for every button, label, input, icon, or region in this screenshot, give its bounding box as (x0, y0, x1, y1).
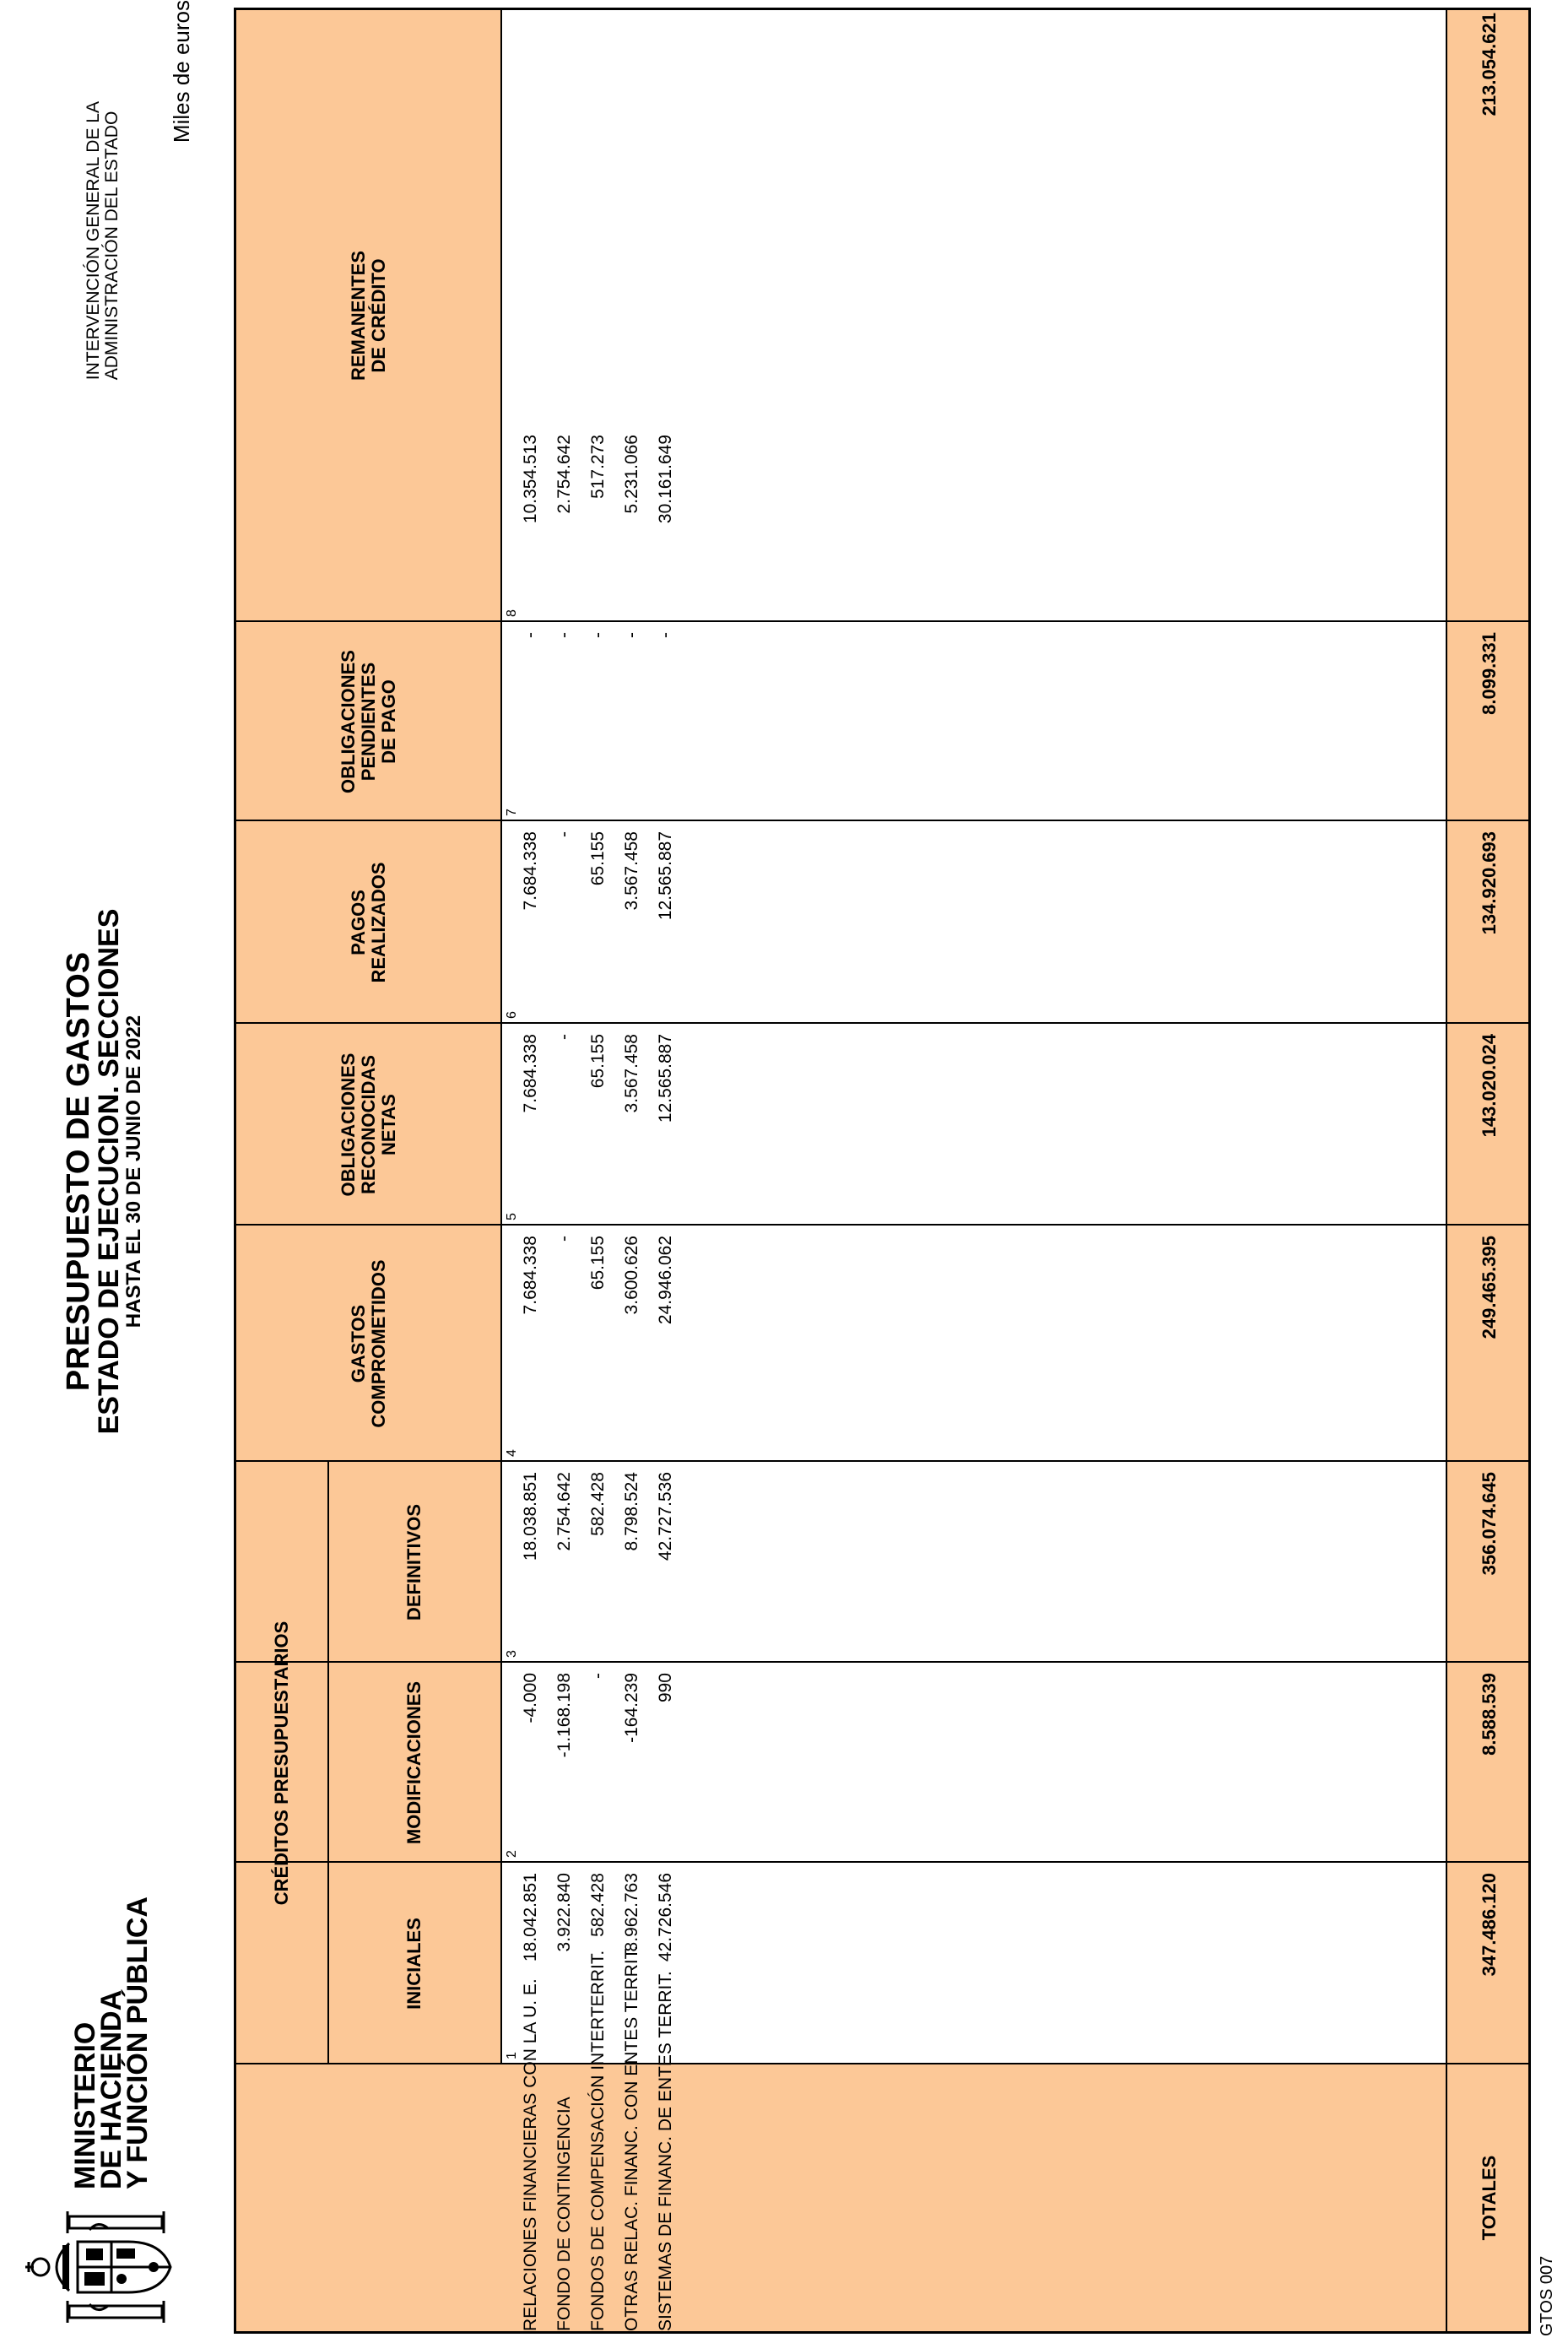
remanentes-header-line: REMANENTES (347, 251, 369, 381)
cell-remanentes: 2.754.642 (554, 435, 574, 514)
organization-name (84, 101, 122, 380)
column-index: 4 (505, 1449, 519, 1457)
cell-remanentes: 30.161.649 (656, 435, 675, 524)
total-gastos: 249.465.395 (1479, 1236, 1500, 1339)
gastos-header-line: COMPROMETIDOS (367, 1259, 389, 1428)
pagos-header (236, 821, 500, 1024)
cell-iniciales: 3.922.840 (554, 1873, 574, 1952)
organization-line: ADMINISTRACIÓN DEL ESTADO (102, 111, 122, 381)
gastos-header-line: GASTOS (347, 1304, 369, 1383)
report-date: HASTA EL 30 DE JUNIO DE 2022 (122, 1015, 145, 1328)
total-definitivos: 356.074.645 (1479, 1472, 1500, 1576)
modificaciones-header: MODIFICACIONES (403, 1680, 424, 1845)
total-pendientes: 8.099.331 (1479, 632, 1500, 715)
row-label: SISTEMAS DE FINANC. DE ENTES TERRIT. (656, 1971, 675, 2331)
cell-iniciales: 42.726.546 (656, 1873, 675, 1962)
cell-pendientes: - (521, 632, 540, 638)
obligaciones-header-line: OBLIGACIONES (337, 1052, 359, 1197)
row-label: FONDOS DE COMPENSACIÓN INTERTERRIT. (588, 1950, 608, 2331)
cell-pendientes: - (588, 632, 608, 638)
obligaciones-header (236, 1024, 500, 1226)
cell-gastos: - (554, 1236, 574, 1242)
cell-pagos: 65.155 (588, 831, 608, 886)
cell-pendientes: - (554, 632, 574, 638)
cell-modificaciones: -4.000 (521, 1673, 540, 1723)
pendientes-header-line: PENDIENTES (357, 662, 379, 782)
total-remanentes: 213.054.621 (1479, 13, 1500, 116)
obligaciones-header-line: NETAS (377, 1094, 399, 1155)
total-obligaciones: 143.020.024 (1479, 1034, 1500, 1138)
cell-modificaciones: -164.239 (622, 1673, 641, 1743)
cell-modificaciones: -1.168.198 (554, 1673, 574, 1758)
cell-remanentes: 5.231.066 (622, 435, 641, 514)
pendientes-header-line: OBLIGACIONES (337, 650, 359, 793)
cell-pagos: 7.684.338 (521, 831, 540, 911)
total-modificaciones: 8.588.539 (1479, 1673, 1500, 1756)
cell-pagos: 3.567.458 (622, 831, 641, 911)
cell-gastos: 7.684.338 (521, 1236, 540, 1315)
cell-iniciales: 582.428 (588, 1873, 608, 1937)
pagos-header-line: REALIZADOS (367, 862, 389, 983)
column-index: 7 (505, 809, 519, 816)
cell-obligaciones: 7.684.338 (521, 1034, 540, 1113)
cell-definitivos: 18.038.851 (521, 1472, 540, 1561)
header-bottom-line (500, 9, 502, 2064)
cell-modificaciones: - (588, 1673, 608, 1679)
column-index: 5 (505, 1213, 519, 1220)
cell-gastos: 3.600.626 (622, 1236, 641, 1315)
totals-label: TOTALES (1479, 2155, 1500, 2241)
ministry-line: Y FUNCIÓN PÚBLICA (122, 1897, 154, 2189)
obligaciones-header-line: RECONOCIDAS (357, 1055, 379, 1195)
pagos-header-line: PAGOS (347, 890, 369, 955)
cell-definitivos: 582.428 (588, 1472, 608, 1536)
cell-modificaciones: 990 (656, 1673, 675, 1703)
column-index: 3 (505, 1650, 519, 1658)
cell-definitivos: 2.754.642 (554, 1472, 574, 1551)
pendientes-header-line: DE PAGO (377, 679, 399, 764)
creditos-group-header: CRÉDITOS PRESUPUESTARIOS (271, 1621, 292, 1906)
cell-gastos: 65.155 (588, 1236, 608, 1291)
cell-remanentes: 10.354.513 (521, 435, 540, 524)
column-index: 6 (505, 1011, 519, 1019)
cell-pendientes: - (656, 632, 675, 638)
cell-remanentes: 517.273 (588, 435, 608, 499)
column-index: 2 (505, 1850, 519, 1858)
total-iniciales: 347.486.120 (1479, 1873, 1500, 1977)
cell-iniciales: 18.042.851 (521, 1873, 540, 1962)
cell-pagos: 12.565.887 (656, 831, 675, 921)
gastos-header (236, 1226, 500, 1462)
iniciales-header: INICIALES (403, 1918, 424, 2010)
organization-line: INTERVENCIÓN GENERAL DE LA (84, 101, 103, 381)
row-label: FONDO DE CONTINGENCIA (554, 2097, 574, 2331)
pendientes-header (236, 622, 500, 821)
remanentes-header-line: DE CRÉDITO (367, 258, 389, 373)
budget-table (234, 8, 1531, 2334)
column-index: 1 (505, 2052, 519, 2059)
row-label: RELACIONES FINANCIERAS CON LA U. E. (521, 1978, 540, 2331)
remanentes-header (236, 9, 500, 622)
cell-iniciales: 8.962.763 (622, 1873, 641, 1952)
report-title: PRESUPUESTO DE GASTOS (61, 951, 96, 1392)
cell-definitivos: 8.798.524 (622, 1472, 641, 1551)
cell-pagos: - (554, 831, 574, 837)
ministry-line: DE HACIENDA (95, 1989, 127, 2189)
cell-pendientes: - (622, 632, 641, 638)
column-index: 8 (505, 609, 519, 617)
cell-obligaciones: 65.155 (588, 1034, 608, 1089)
cell-obligaciones: 12.565.887 (656, 1034, 675, 1123)
totals-top-line (1446, 10, 1447, 2331)
ministry-line: MINISTERIO (69, 2021, 101, 2189)
definitivos-header: DEFINITIVOS (403, 1503, 424, 1621)
report-subtitle: ESTADO DE EJECUCION. SECCIONES (93, 908, 125, 1435)
cell-definitivos: 42.727.536 (656, 1472, 675, 1561)
form-code: GTOS 007 (1538, 2255, 1556, 2336)
units-label: Miles de euros (169, 0, 194, 143)
cell-obligaciones: - (554, 1034, 574, 1040)
cell-obligaciones: 3.567.458 (622, 1034, 641, 1113)
total-pagos: 134.920.693 (1479, 831, 1500, 935)
row-label: OTRAS RELAC. FINANC. CON ENTES TERRIT. (622, 1945, 641, 2331)
cell-gastos: 24.946.062 (656, 1236, 675, 1325)
